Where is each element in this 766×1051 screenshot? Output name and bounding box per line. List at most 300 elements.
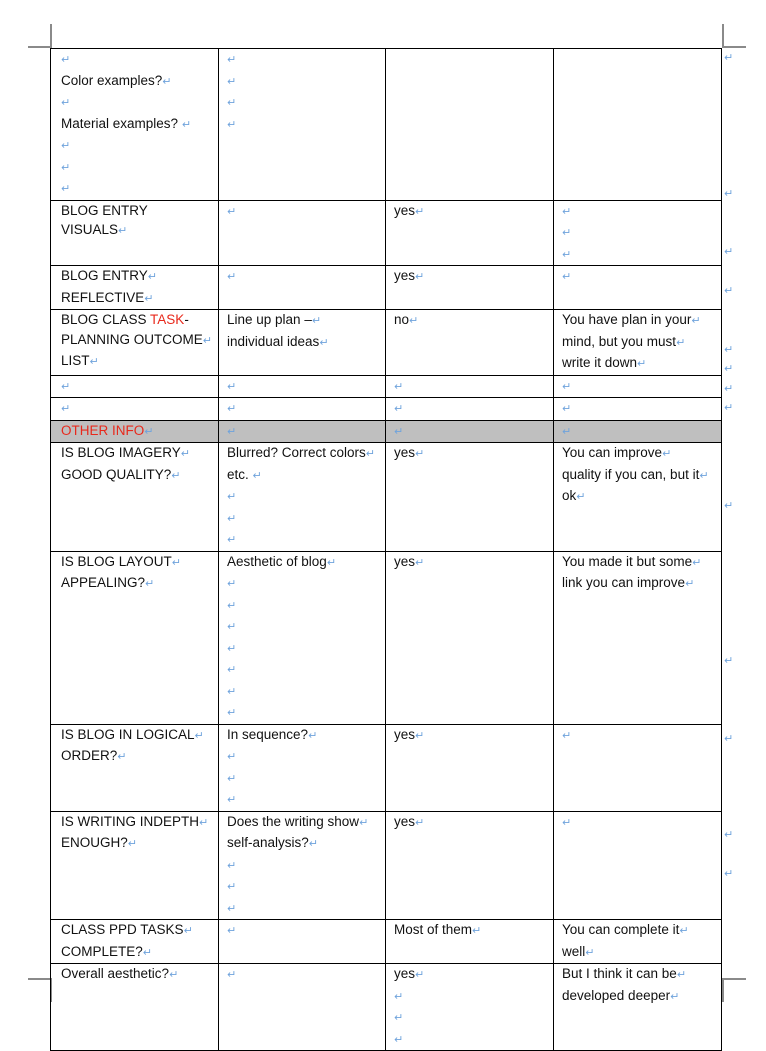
criteria-cell	[51, 266, 219, 310]
paragraph-mark-icon: ↵	[311, 315, 322, 327]
criteria-cell	[51, 200, 219, 266]
paragraph-mark-icon: ↵	[61, 54, 71, 66]
cell-text: CLASS PPD TASKS	[61, 922, 184, 937]
paragraph-mark-icon: ↵	[117, 751, 127, 763]
cell-line	[227, 332, 379, 354]
row-end-mark-icon: ↵	[724, 52, 734, 64]
cell-line	[227, 659, 379, 681]
highlight-word: TASK	[150, 312, 185, 327]
paragraph-mark-icon: ↵	[227, 97, 237, 109]
feedback-cell	[554, 811, 722, 920]
cell-line	[227, 376, 379, 398]
table-row	[51, 375, 722, 398]
table-row	[51, 920, 722, 964]
cell-text: Color examples?	[61, 72, 163, 88]
cell-line	[61, 920, 212, 942]
paragraph-mark-icon: ↵	[394, 990, 404, 1003]
paragraph-mark-icon: ↵	[415, 816, 425, 829]
answer-cell	[386, 375, 554, 398]
cell-line	[562, 964, 715, 986]
paragraph-mark-icon: ↵	[169, 969, 179, 981]
cell-line	[61, 92, 212, 114]
paragraph-mark-icon: ↵	[227, 578, 237, 590]
cell-line	[394, 201, 547, 223]
paragraph-mark-icon: ↵	[670, 990, 680, 1003]
crop-mark-top-right	[722, 24, 746, 48]
cell-line	[227, 508, 379, 530]
answer-cell	[386, 310, 554, 376]
cell-line	[562, 920, 715, 942]
cell-line	[562, 244, 715, 266]
paragraph-mark-icon: ↵	[394, 1012, 404, 1024]
cell-line	[227, 573, 379, 595]
paragraph-mark-icon: ↵	[227, 54, 237, 66]
cell-line	[227, 595, 379, 617]
cell-text: Overall aesthetic?	[61, 966, 170, 981]
paragraph-mark-icon: ↵	[562, 816, 572, 829]
row-end-marks	[724, 48, 738, 948]
row-end-mark-icon: ↵	[724, 383, 734, 395]
feedback-cell	[554, 920, 722, 964]
paragraph-mark-icon: ↵	[181, 118, 192, 131]
paragraph-mark-icon: ↵	[409, 315, 419, 327]
cell-line	[227, 616, 379, 638]
feedback-cell	[554, 551, 722, 724]
table-row	[51, 49, 722, 201]
notes-cell	[219, 310, 386, 376]
cell-text: yes	[394, 202, 416, 218]
paragraph-mark-icon: ↵	[415, 448, 425, 460]
row-end-mark-icon: ↵	[724, 363, 734, 375]
criteria-cell	[51, 724, 219, 811]
cell-text: COMPLETE?	[61, 943, 143, 959]
paragraph-mark-icon: ↵	[562, 248, 572, 261]
notes-cell	[219, 266, 386, 310]
row-end-mark-icon: ↵	[724, 655, 734, 667]
cell-line	[394, 376, 547, 398]
answer-cell	[386, 398, 554, 421]
row-end-mark-icon: ↵	[724, 285, 734, 297]
row-end-mark-icon: ↵	[724, 188, 734, 200]
cell-line	[227, 201, 379, 223]
cell-line	[61, 135, 212, 157]
feedback-cell	[554, 266, 722, 310]
paragraph-mark-icon: ↵	[227, 512, 237, 525]
feedback-cell	[554, 310, 722, 376]
cell-line	[61, 376, 212, 398]
cell-line	[394, 964, 547, 986]
cell-text: write it down	[562, 355, 638, 370]
notes-cell	[219, 49, 386, 201]
table-row	[51, 724, 722, 811]
paragraph-mark-icon: ↵	[227, 491, 237, 503]
cell-line	[61, 552, 212, 574]
cell-line	[227, 465, 379, 487]
cell-line	[227, 552, 379, 574]
cell-line	[562, 310, 715, 332]
paragraph-mark-icon: ↵	[394, 403, 404, 415]
paragraph-mark-icon: ↵	[227, 621, 237, 633]
criteria-cell	[51, 398, 219, 421]
paragraph-mark-icon: ↵	[319, 336, 329, 349]
paragraph-mark-icon: ↵	[144, 425, 154, 438]
cell-text: You made it but some	[562, 553, 693, 569]
cell-line	[562, 201, 715, 223]
cell-line	[227, 702, 379, 724]
cell-text: Most of them	[394, 922, 473, 937]
cell-line	[394, 421, 547, 443]
cell-text: no	[394, 312, 410, 327]
paragraph-mark-icon: ↵	[89, 356, 99, 368]
paragraph-mark-icon: ↵	[118, 225, 128, 237]
criteria-cell	[51, 920, 219, 964]
cell-line	[227, 529, 379, 551]
row-end-mark-icon: ↵	[724, 246, 734, 258]
cell-line	[562, 443, 715, 465]
cell-line	[227, 812, 379, 834]
paragraph-mark-icon: ↵	[227, 425, 237, 438]
table-row	[51, 551, 722, 724]
cell-line	[562, 332, 715, 354]
answer-cell	[386, 266, 554, 310]
cell-line	[227, 789, 379, 811]
cell-line	[61, 398, 212, 420]
cell-line	[61, 201, 212, 242]
cell-line	[61, 443, 212, 465]
paragraph-mark-icon: ↵	[415, 205, 425, 218]
cell-text: quality if you can, but it	[562, 466, 700, 482]
cell-line	[61, 330, 212, 352]
answer-cell	[386, 811, 554, 920]
feedback-table	[50, 48, 722, 1051]
cell-line	[61, 266, 212, 288]
cell-line	[227, 114, 379, 136]
cell-line	[61, 114, 212, 136]
paragraph-mark-icon: ↵	[171, 469, 181, 482]
cell-line	[227, 49, 379, 71]
answer-cell	[386, 964, 554, 1051]
cell-text: Aesthetic of blog	[227, 553, 327, 569]
table-row	[51, 420, 722, 443]
cell-line	[227, 421, 379, 443]
paragraph-mark-icon: ↵	[679, 925, 689, 937]
paragraph-mark-icon: ↵	[227, 902, 237, 915]
paragraph-mark-icon: ↵	[202, 334, 212, 347]
paragraph-mark-icon: ↵	[61, 403, 71, 415]
notes-cell	[219, 420, 386, 443]
cell-text: You can improve	[562, 445, 663, 460]
cell-text: self-analysis?	[227, 835, 309, 850]
cell-line	[562, 465, 715, 487]
cell-text: LIST	[61, 353, 90, 368]
cell-line	[61, 71, 212, 93]
paragraph-mark-icon: ↵	[227, 881, 237, 893]
crop-mark-bottom-right	[722, 978, 746, 1002]
cell-line	[227, 443, 379, 465]
cell-text: ok	[562, 488, 577, 503]
cell-line	[394, 986, 547, 1008]
answer-cell	[386, 724, 554, 811]
paragraph-mark-icon: ↵	[562, 205, 572, 218]
paragraph-mark-icon: ↵	[562, 403, 572, 415]
cell-line	[562, 353, 715, 375]
paragraph-mark-icon: ↵	[227, 118, 237, 131]
feedback-cell	[554, 49, 722, 201]
cell-text: yes	[394, 966, 416, 981]
cell-line	[227, 725, 379, 747]
cell-line	[562, 986, 715, 1008]
cell-text: IS BLOG LAYOUT	[61, 553, 172, 569]
paragraph-mark-icon: ↵	[227, 925, 237, 937]
cell-line	[61, 178, 212, 200]
paragraph-mark-icon: ↵	[171, 556, 182, 569]
paragraph-mark-icon: ↵	[227, 969, 237, 981]
paragraph-mark-icon: ↵	[147, 271, 157, 283]
cell-line	[562, 486, 715, 508]
feedback-cell	[554, 724, 722, 811]
answer-cell	[386, 200, 554, 266]
paragraph-mark-icon: ↵	[227, 664, 237, 676]
cell-text: etc.	[227, 466, 253, 482]
row-end-mark-icon: ↵	[724, 344, 734, 356]
row-end-mark-icon: ↵	[724, 402, 734, 414]
table-row	[51, 310, 722, 376]
paragraph-mark-icon: ↵	[699, 469, 709, 482]
cell-line	[61, 964, 212, 986]
criteria-cell	[51, 443, 219, 552]
paragraph-mark-icon: ↵	[415, 969, 425, 981]
paragraph-mark-icon: ↵	[692, 556, 702, 569]
notes-cell	[219, 811, 386, 920]
notes-cell	[219, 724, 386, 811]
cell-text: yes	[394, 268, 416, 283]
cell-text: But I think it can be	[562, 966, 677, 981]
paragraph-mark-icon: ↵	[227, 75, 237, 88]
cell-text: well	[562, 943, 586, 959]
table-row	[51, 811, 722, 920]
cell-line	[562, 421, 715, 443]
cell-line	[394, 920, 547, 942]
paragraph-mark-icon: ↵	[144, 292, 154, 305]
table-row	[51, 964, 722, 1051]
cell-text: IS BLOG IN LOGICAL	[61, 726, 195, 742]
table-row	[51, 443, 722, 552]
table-row	[51, 200, 722, 266]
cell-line	[562, 266, 715, 288]
criteria-cell	[51, 420, 219, 443]
notes-cell	[219, 375, 386, 398]
paragraph-mark-icon: ↵	[691, 315, 701, 327]
cell-line	[394, 812, 547, 834]
crop-mark-bottom-left	[28, 978, 52, 1002]
cell-text: BLOG CLASS	[61, 312, 151, 327]
cell-line	[227, 398, 379, 420]
paragraph-mark-icon: ↵	[252, 469, 262, 482]
cell-text: BLOG ENTRY VISUALS	[61, 202, 148, 237]
cell-text: Material examples?	[61, 115, 182, 131]
cell-line	[227, 855, 379, 877]
paragraph-mark-icon: ↵	[308, 838, 319, 850]
cell-line	[61, 573, 212, 595]
paragraph-mark-icon: ↵	[227, 642, 237, 655]
cell-text: yes	[394, 726, 416, 742]
paragraph-mark-icon: ↵	[662, 448, 672, 460]
paragraph-mark-icon: ↵	[227, 205, 237, 218]
paragraph-mark-icon: ↵	[142, 946, 152, 959]
cell-line	[394, 1007, 547, 1029]
cell-line	[61, 157, 212, 179]
cell-line	[61, 351, 212, 373]
cell-text: You can complete it	[562, 922, 680, 937]
feedback-cell	[554, 420, 722, 443]
row-end-mark-icon: ↵	[724, 733, 734, 745]
paragraph-mark-icon: ↵	[199, 816, 209, 829]
cell-line	[227, 920, 379, 942]
cell-text: mind, but you must	[562, 333, 677, 349]
notes-cell	[219, 551, 386, 724]
cell-line	[227, 92, 379, 114]
cell-line	[562, 812, 715, 834]
cell-line	[394, 398, 547, 420]
criteria-cell	[51, 811, 219, 920]
paragraph-mark-icon: ↵	[394, 425, 404, 438]
cell-text: -	[184, 312, 189, 327]
paragraph-mark-icon: ↵	[227, 599, 237, 612]
feedback-cell	[554, 398, 722, 421]
cell-text: PLANNING OUTCOME	[61, 331, 203, 347]
paragraph-mark-icon: ↵	[585, 946, 595, 959]
paragraph-mark-icon: ↵	[227, 751, 237, 763]
paragraph-mark-icon: ↵	[227, 380, 237, 393]
cell-line	[61, 421, 212, 443]
paragraph-mark-icon: ↵	[61, 161, 71, 174]
cell-line	[562, 573, 715, 595]
feedback-cell	[554, 200, 722, 266]
cell-line	[227, 486, 379, 508]
cell-line	[61, 288, 212, 310]
paragraph-mark-icon: ↵	[415, 271, 425, 283]
cell-text: In sequence?	[227, 726, 309, 742]
cell-line	[61, 746, 212, 768]
cell-line	[227, 898, 379, 920]
cell-line	[394, 310, 547, 332]
notes-cell	[219, 920, 386, 964]
paragraph-mark-icon: ↵	[308, 729, 318, 742]
feedback-cell	[554, 375, 722, 398]
row-end-mark-icon: ↵	[724, 500, 734, 512]
criteria-cell	[51, 375, 219, 398]
paragraph-mark-icon: ↵	[562, 729, 572, 742]
cell-text: APPEALING?	[61, 575, 146, 590]
paragraph-mark-icon: ↵	[227, 772, 237, 785]
cell-line	[394, 266, 547, 288]
paragraph-mark-icon: ↵	[415, 556, 425, 569]
paragraph-mark-icon: ↵	[61, 380, 71, 393]
paragraph-mark-icon: ↵	[394, 380, 404, 393]
paragraph-mark-icon: ↵	[227, 707, 237, 719]
cell-line	[61, 465, 212, 487]
cell-line	[227, 964, 379, 986]
cell-line	[562, 552, 715, 574]
notes-cell	[219, 398, 386, 421]
cell-line	[562, 398, 715, 420]
cell-line	[394, 1029, 547, 1051]
paragraph-mark-icon: ↵	[472, 925, 482, 937]
cell-line	[61, 812, 212, 834]
paragraph-mark-icon: ↵	[61, 140, 71, 152]
paragraph-mark-icon: ↵	[562, 271, 572, 283]
cell-line	[562, 222, 715, 244]
paragraph-mark-icon: ↵	[227, 271, 237, 283]
cell-line	[61, 833, 212, 855]
cell-line	[562, 942, 715, 964]
paragraph-mark-icon: ↵	[562, 380, 572, 393]
paragraph-mark-icon: ↵	[227, 685, 237, 698]
table-row	[51, 266, 722, 310]
cell-line	[227, 746, 379, 768]
cell-text: ORDER?	[61, 748, 118, 763]
cell-line	[61, 49, 212, 71]
criteria-cell	[51, 310, 219, 376]
cell-line	[394, 552, 547, 574]
cell-text: Does the writing show	[227, 813, 360, 829]
paragraph-mark-icon: ↵	[227, 403, 237, 415]
criteria-cell	[51, 964, 219, 1051]
cell-text: Line up plan –	[227, 312, 312, 327]
cell-text: Blurred? Correct colors	[227, 445, 366, 460]
paragraph-mark-icon: ↵	[227, 859, 237, 872]
criteria-cell	[51, 49, 219, 201]
criteria-cell	[51, 551, 219, 724]
cell-line	[227, 768, 379, 790]
cell-line	[227, 638, 379, 660]
section-heading: OTHER INFO	[61, 422, 145, 438]
answer-cell	[386, 443, 554, 552]
row-end-mark-icon: ↵	[724, 829, 734, 841]
paragraph-mark-icon: ↵	[227, 534, 237, 546]
cell-line	[227, 266, 379, 288]
cell-line	[61, 942, 212, 964]
cell-line	[394, 443, 547, 465]
cell-text: IS WRITING INDEPTH	[61, 813, 199, 829]
paragraph-mark-icon: ↵	[576, 491, 586, 503]
answer-cell	[386, 551, 554, 724]
notes-cell	[219, 443, 386, 552]
cell-line	[227, 310, 379, 332]
crop-mark-top-left	[28, 24, 52, 48]
cell-text: developed deeper	[562, 987, 671, 1003]
paragraph-mark-icon: ↵	[676, 969, 687, 981]
cell-line	[227, 681, 379, 703]
table-row	[51, 398, 722, 421]
paragraph-mark-icon: ↵	[145, 578, 155, 590]
paragraph-mark-icon: ↵	[180, 448, 191, 460]
cell-line	[394, 725, 547, 747]
cell-line	[227, 833, 379, 855]
paragraph-mark-icon: ↵	[365, 448, 376, 460]
cell-line	[227, 71, 379, 93]
cell-text: GOOD QUALITY?	[61, 466, 172, 482]
notes-cell	[219, 200, 386, 266]
feedback-cell	[554, 443, 722, 552]
paragraph-mark-icon: ↵	[394, 1033, 404, 1046]
cell-text: REFLECTIVE	[61, 289, 145, 305]
paragraph-mark-icon: ↵	[326, 556, 337, 569]
cell-text: You have plan in your	[562, 312, 692, 327]
row-end-mark-icon: ↵	[724, 868, 734, 880]
paragraph-mark-icon: ↵	[415, 729, 425, 742]
cell-text: BLOG ENTRY	[61, 268, 148, 283]
